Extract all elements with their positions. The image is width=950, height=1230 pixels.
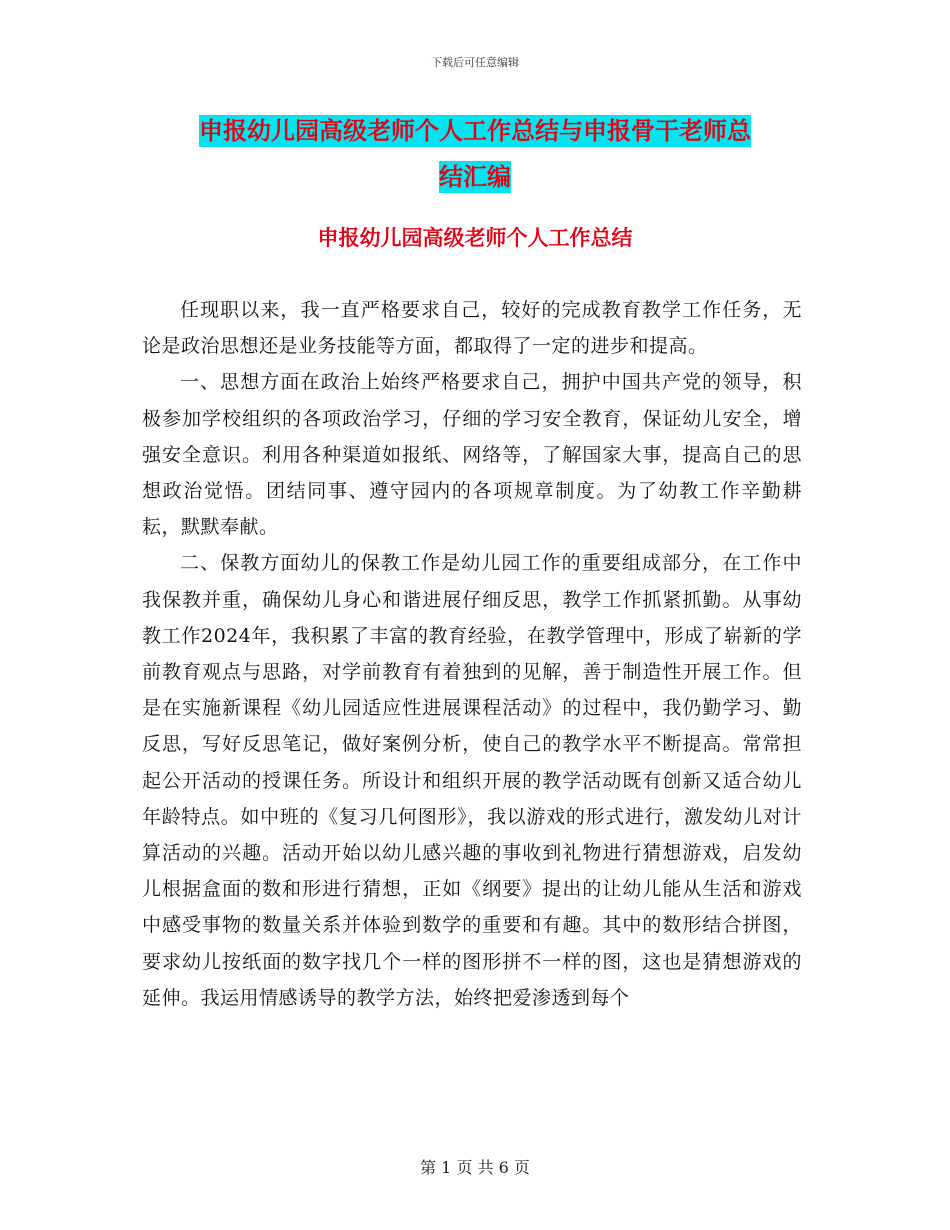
header-note: 下载后可任意编辑 [431,56,519,69]
section-title: 申报幼儿园高级老师个人工作总结 [317,226,633,250]
paragraph-intro: 任现职以来，我一直严格要求自己，较好的完成教育教学工作任务，无论是政治思想还是业务技能等方面，都取得了一定的进步和提高。 [142,299,802,358]
document-title-line-1: 申报幼儿园高级老师个人工作总结与申报骨干老师总 [199,117,751,145]
paragraph-ideology: 一、思想方面在政治上始终严格要求自己，拥护中国共产党的领导，积极参加学校组织的各项政治学习，仔细的学习安全教育，保证幼儿安全，增强安全意识。利用各种渠道如报纸、网络等，了解国家大事，提高自己的思想政治觉悟。团结同事、遵守园内的各项规章制度。为了幼教工作辛勤耕耘，默默奉献。 [142,371,802,539]
body-text [142,292,802,1016]
page-footer: 第 1 页 共 6 页 [420,1158,530,1177]
document-title-line-2: 结汇编 [439,163,511,191]
paragraph-teaching: 二、保教方面幼儿的保教工作是幼儿园工作的重要组成部分，在工作中我保教并重，确保幼儿身心和谐进展仔细反思，教学工作抓紧抓勤。从事幼教工作2024年，我积累了丰富的教育经验，在教学管理中，形成了崭新的学前教育观点与思路，对学前教育有着独到的见解，善于制造性开展工作。但是在实施新课程《幼儿园适应性进展课程活动》的过程中，我仍勤学习、勤反思，写好反思笔记，做好案例分析，使自己的教学水平不断提高。常常担起公开活动的授课任务。所设计和组织开展的教学活动既有创新又适合幼儿年龄特点。如中班的《复习几何图形》，我以游戏的形式进行，激发幼儿对计算活动的兴趣。活动开始以幼儿感兴趣的事收到礼物进行猜想游戏，启发幼儿根据盒面的数和形进行猜想，正如《纲要》提出的让幼儿能从生活和游戏中感受事物的数量关系并体验到数学的重要和有趣。其中的数形结合拼图，要求幼儿按纸面的数字找几个一样的图形拼不一样的图，这也是猜想游戏的延伸。我运用情感诱导的教学方法，始终把爱渗透到每个 [142,552,802,1009]
document-title [140,108,810,200]
